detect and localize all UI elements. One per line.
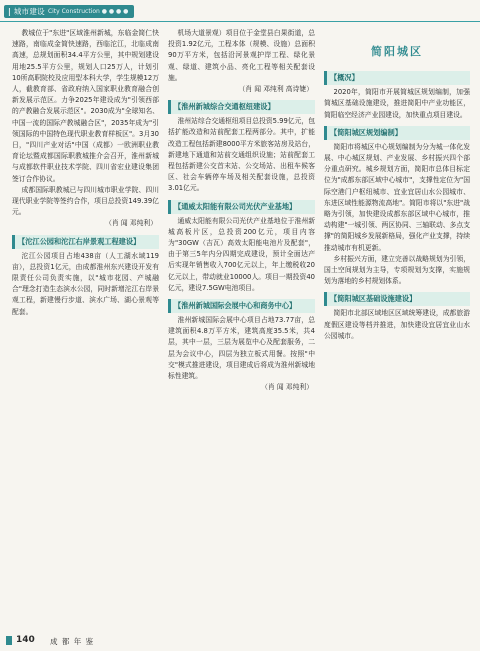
column-2 <box>168 28 315 618</box>
col1-byline: （肖 闻 邓纯利） <box>105 219 157 228</box>
column-3 <box>324 28 470 618</box>
section-heading-tuojiang-park: 【沱江公园和沱江右岸景观工程建设】 <box>12 235 159 249</box>
publication-name: 成 都 年 鉴 <box>50 637 95 646</box>
col3-section2-para-1: 简阳市将城区中心规划编制为分为城一体化发展、中心城区规划、产业发展、乡村振兴四个部分重点研究。城乡规划方面，简阳市总体目标定位为"成都东部区域中心城市"，支撑性定位为"国际空港门户枢纽城市、宜业宜居山水公园城市、东进区域性能源物流高地"。简阳市将以"东进"战略为引领，加快建设成都东部区域中心城市，推动构建"一城引领、两区协同、三轴联动、多点支撑"的简阳城乡发展新格局，强化产业支撑，持续推动城市有机更新。 <box>324 142 470 252</box>
section-heading-infrastructure: 【简阳城区基础设施建设】 <box>324 292 470 306</box>
column-1 <box>12 28 159 618</box>
col2-section3-para: 淮州新城国际会展中心项目占地73.77亩，总建筑面积4.8万平方米，建筑高度35.5米，共4层，其中一层，三层为展览中心及配套服务，二层为会议中心，四层为独立板式用餐。按照"中交"模式推进建设，项目建成后将成为淮州新城地标性建筑。 <box>168 316 315 381</box>
section-tag <box>4 5 134 18</box>
category-title: 简阳城区 <box>371 45 423 58</box>
tag-bar-icon: | <box>8 7 11 16</box>
page-number: 140 <box>16 635 35 645</box>
section-name-en: City Construction ● ● ● ● <box>47 8 129 15</box>
section-heading-planning: 【简阳城区规划编制】 <box>324 126 470 140</box>
col2-section2-para: 通威太阳能有限公司光伏产业基地位于淮州新城高板片区，总投资200亿元，项目内容为"30GW（吉瓦）高效太阳能电池片及配套"，由于第三5年内分四期完成建设，预计全面达产后实现年销售收入700亿元以上，年上缴税收20亿元以上，带动就业10000人。项目一期投资40亿元，建设7.5GW电池项目。 <box>168 216 315 292</box>
section-name: 城市建设 <box>13 7 45 16</box>
col2-byline-1: （肖 闻 邓纯利 高诗婕） <box>238 85 313 94</box>
col3-section3-para: 简阳市北部区域地区区域统筹建设，成都旅游度假区建设等档并推进，加快建设宜居宜业山水公园城市。 <box>324 309 470 340</box>
col2-byline-2: （肖 闻 邓纯利） <box>261 383 313 392</box>
col1-section2-para: 沱江公园项目占地438亩（人工湖水域119亩），总投资1亿元，由成都淮州东兴建设开发有限责任公司负责实施，以"城市花园、产城融合"理念打造生态滨水公园，同时新增沱江右岸景观工程，新建慢行步道、滨水广场、湖心景观等配套。 <box>12 251 159 316</box>
col3-section1-para: 2020年，简阳市开展简城区规划编制，加强简城区基础设施建设，推进简阳中产业功能区，简阳临空经济产业园建设，加快重点项目建设。 <box>324 88 470 119</box>
section-heading-exhibition-center: 【淮州新城国际会展中心和商务中心】 <box>168 299 315 313</box>
col2-section1-para: 淮州站综合交通枢纽项目总投资5.99亿元，包括扩能改造和站前配套工程两部分。其中，扩能改造工程包括新建8000平方米旅客站房及站台，新建地下通道和站前交通组织设施；站前配套工程包括新建公交首末站、公交场站、出租车候客区、社会车辆停车场及相关配套设施，总投资3.01亿元。 <box>168 117 315 193</box>
running-header <box>0 0 480 22</box>
section-heading-transport-hub: 【淮州新城综合交通枢纽建设】 <box>168 100 315 114</box>
footer-mark-icon <box>6 636 12 645</box>
header-rule <box>0 21 480 22</box>
section-heading-tongwei-solar: 【通威太阳能有限公司光伏产业基地】 <box>168 200 315 214</box>
col1-para-2: 成都国际职教城已与四川城市职业学院、四川现代职业学院等签约合作，项目总投资149.39亿元。 <box>12 185 159 217</box>
col1-para-1: 教城位于"东进"区域淮州新城，东临金简仁快速路，南临成金简快速路，西临沱江，北临成南高速，总规划面积34.4平方公里，其中规划建设用地25.5平方公里，规划人口25万人，计划引10所高职院校及应用型本科大学，学生规模12万人，截教育部、省政府纳入国家职业教育融合创新发展示范区。力争2025年建设成为"引领西部的产教融合发展示范区"。2030成为"全球知名、中国一流的国际产教城融合区"，2035年成为"引领国际的中国特色现代职业教育样板区"。3月30日，"四川产业对话"中国（成都）一欧洲职业教育论坛暨成都国际职教城推介会召开，淮州新城与成都软件职业技术学院、四川省宏业建设集团签订合作协议。 <box>12 29 159 183</box>
page-body <box>12 28 470 618</box>
col3-section2-para-2: 乡村振兴方面，建立完善以战略规划为引领，国土空间规划为主导，专项规划为支撑，实施规划为落地的乡村规划体系。 <box>324 254 470 286</box>
page-footer <box>0 631 480 651</box>
section-heading-overview: 【概况】 <box>324 71 470 85</box>
col2-para-1: 机场大道景观）项目位于金堂县白果街道，总投资1.92亿元，工程本体（规模、设施）总面积90万平方米，包括沿河景观护岸工程、绿化景观、绿道、建筑小品、亮化工程等相关配套设施。 <box>168 29 315 82</box>
